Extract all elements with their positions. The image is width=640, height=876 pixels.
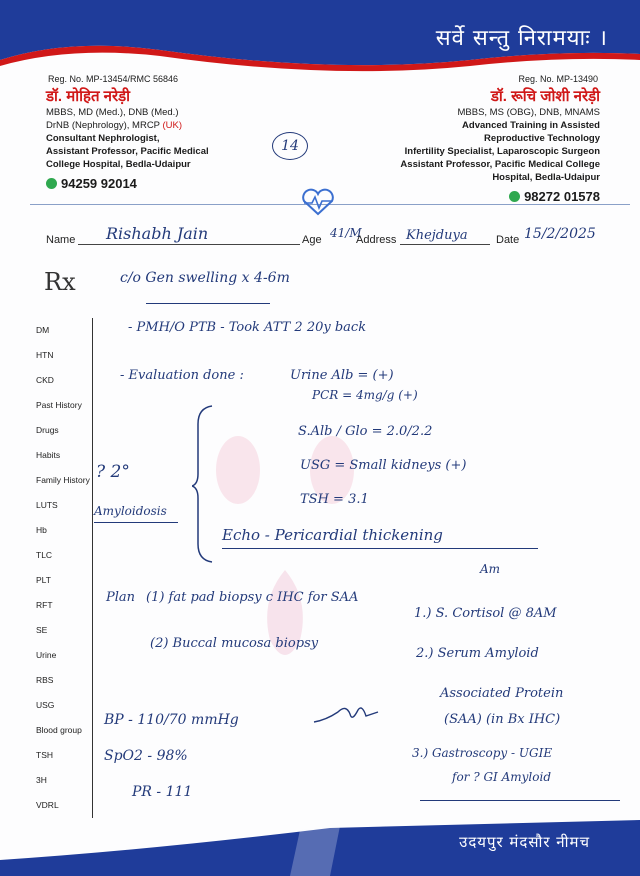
checklist-item: Blood group <box>36 725 82 735</box>
left-title-1: Consultant Nephrologist, <box>46 133 160 144</box>
checklist-item: TLC <box>36 550 53 560</box>
right-doctor-block <box>350 88 600 203</box>
heartbeat-icon <box>298 188 338 216</box>
rec-2a: 2.) Serum Amyloid <box>416 646 539 661</box>
age-label: Age <box>302 234 322 246</box>
footer-cities: उदयपुर मंदसौर नीमच <box>459 833 590 851</box>
left-degrees-1: MBBS, MD (Med.), DNB (Med.) <box>46 107 179 118</box>
left-title-2: Assistant Professor, Pacific Medical <box>46 146 209 157</box>
vital-bp: BP - 110/70 mmHg <box>104 712 239 728</box>
visit-date: 15/2/2025 <box>524 226 596 242</box>
rx-symbol: Rx <box>44 268 76 296</box>
note-urine: Urine Alb = (+) <box>290 368 394 383</box>
note-pcr: PCR = 4mg/g (+) <box>312 388 418 402</box>
left-reg-number: Reg. No. MP-13454/RMC 56846 <box>48 74 179 84</box>
doctor-signature <box>312 700 382 730</box>
note-usg: USG = Small kidneys (+) <box>300 458 467 473</box>
whatsapp-icon <box>46 178 57 189</box>
diagnosis: Amyloidosis <box>94 504 167 518</box>
checklist-item: USG <box>36 700 55 710</box>
checklist-item: LUTS <box>36 500 58 510</box>
date-label: Date <box>496 234 520 246</box>
whatsapp-icon <box>509 191 520 202</box>
findings-brace <box>192 404 216 564</box>
left-title-3: College Hospital, Bedla-Udaipur <box>46 159 191 170</box>
checklist-item: Hb <box>36 525 47 535</box>
checklist-item: Family History <box>36 475 90 485</box>
address-label: Address <box>356 234 397 246</box>
checklist-item: Urine <box>36 650 57 660</box>
left-doctor-block <box>46 88 266 190</box>
diagnosis-qualifier: ? 2° <box>96 462 130 482</box>
right-line-3: Infertility Specialist, Laparoscopic Surgeon <box>404 146 600 157</box>
rec-underline <box>420 800 620 801</box>
plan-item-2: (2) Buccal mucosa biopsy <box>150 636 319 651</box>
right-reg-number: Reg. No. MP-13490 <box>518 74 598 84</box>
patient-address: Khejduya <box>406 228 468 243</box>
checklist-item: Past History <box>36 400 82 410</box>
diagnosis-underline <box>94 522 178 523</box>
address-underline <box>400 244 490 245</box>
left-degrees-2-uk: (UK) <box>162 120 183 131</box>
plan-label: Plan <box>106 590 136 605</box>
rec-2b: Associated Protein <box>440 686 564 701</box>
name-underline <box>78 244 300 245</box>
checklist-item: PLT <box>36 575 51 585</box>
checklist-divider <box>92 318 93 818</box>
note-eval-intro: - Evaluation done : <box>120 368 244 383</box>
checklist-item: DM <box>36 325 50 335</box>
history-checklist <box>36 318 90 818</box>
rec-3a: 3.) Gastroscopy - UGIE <box>412 746 553 760</box>
left-phone-number: 94259 92014 <box>61 176 137 191</box>
rec-1: 1.) S. Cortisol @ 8AM <box>414 606 557 621</box>
patient-age: 41/M <box>330 226 362 240</box>
right-line-5: Hospital, Bedla-Udaipur <box>492 172 600 183</box>
vital-pr: PR - 111 <box>132 784 193 800</box>
rec-2c: (SAA) (in Bx IHC) <box>444 712 561 727</box>
page-number-circle: 14 <box>272 132 308 160</box>
checklist-item: CKD <box>36 375 54 385</box>
right-phone <box>350 190 600 203</box>
note-echo: Echo - Pericardial thickening <box>222 526 443 544</box>
left-phone <box>46 177 266 190</box>
note-salb: S.Alb / Glo = 2.0/2.2 <box>298 424 433 439</box>
sanskrit-motto: सर्वे सन्तु निरामयाः । <box>435 26 608 51</box>
plan-item-1: (1) fat pad biopsy c IHC for SAA <box>146 590 359 605</box>
checklist-item: 3H <box>36 775 47 785</box>
note-am: Am <box>480 562 501 576</box>
right-line-2: Reproductive Technology <box>484 133 600 144</box>
checklist-item: TSH <box>36 750 53 760</box>
name-label: Name <box>46 234 76 246</box>
left-degrees-2 <box>46 119 266 132</box>
complaint-underline <box>146 303 270 304</box>
checklist-item: VDRL <box>36 800 59 810</box>
checklist-item: HTN <box>36 350 54 360</box>
right-phone-number: 98272 01578 <box>524 189 600 204</box>
echo-underline <box>222 548 538 549</box>
checklist-item: Drugs <box>36 425 59 435</box>
right-doctor-name: डॉ. रूचि जोशी नरेड़ी <box>490 88 600 105</box>
right-degrees: MBBS, MS (OBG), DNB, MNAMS <box>457 107 600 118</box>
vital-spo2: SpO2 - 98% <box>104 748 188 764</box>
checklist-item: RFT <box>36 600 53 610</box>
right-line-1: Advanced Training in Assisted <box>462 120 600 131</box>
patient-name: Rishabh Jain <box>106 224 209 243</box>
note-tsh: TSH = 3.1 <box>300 492 369 507</box>
right-line-4: Assistant Professor, Pacific Medical College <box>400 159 600 170</box>
checklist-item: SE <box>36 625 48 635</box>
left-doctor-name: डॉ. मोहित नरेड़ी <box>46 88 131 105</box>
checklist-item: Habits <box>36 450 61 460</box>
note-pmh: - PMH/O PTB - Took ATT 2 20y back <box>128 320 367 335</box>
note-complaint: c/o Gen swelling x 4-6m <box>120 270 290 286</box>
checklist-item: RBS <box>36 675 54 685</box>
rec-3b: for ? GI Amyloid <box>452 770 552 784</box>
left-degrees-2-text: DrNB (Nephrology), MRCP <box>46 120 163 131</box>
